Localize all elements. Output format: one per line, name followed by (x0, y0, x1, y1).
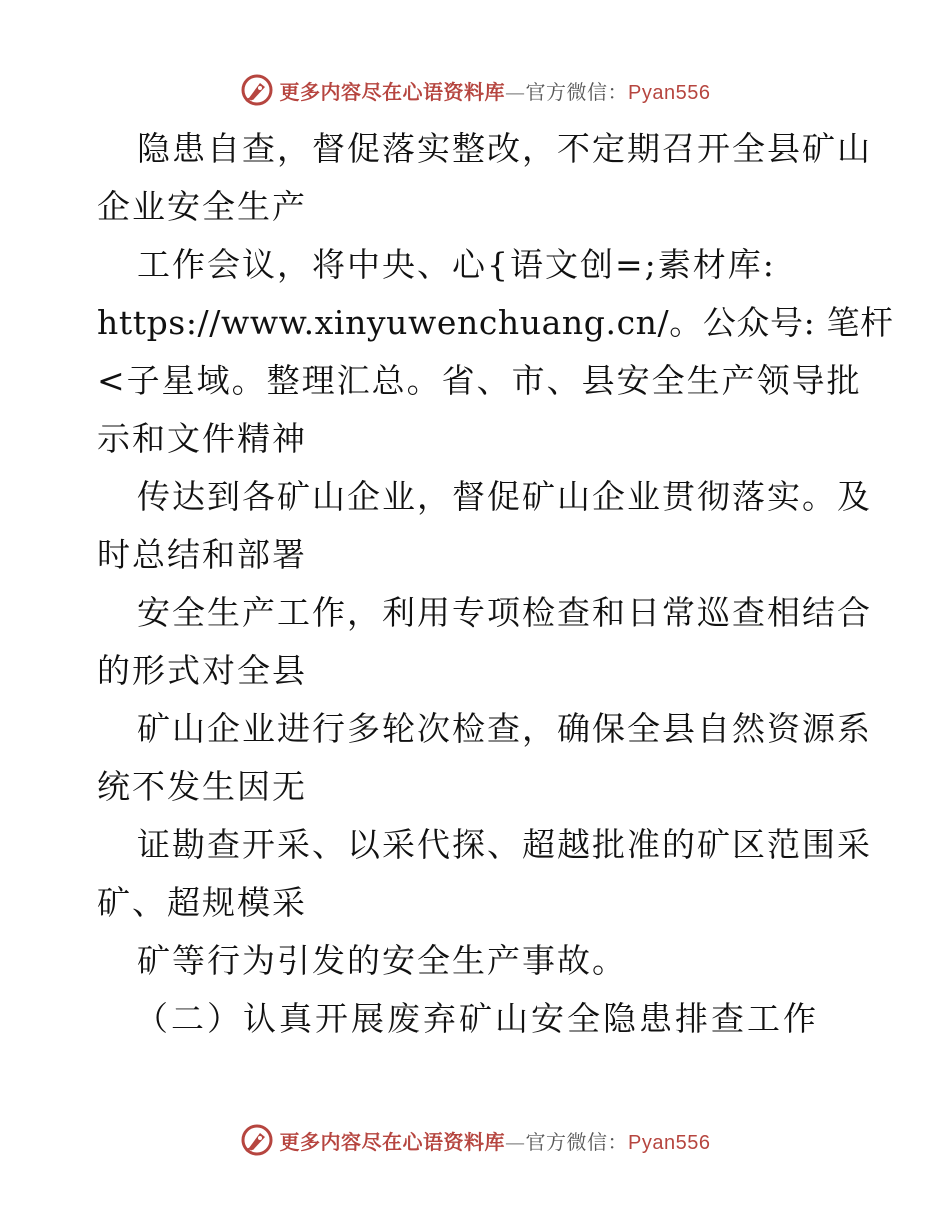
section-heading: （二）认真开展废弃矿山安全隐患排查工作 (135, 999, 819, 1038)
watermark-official-label: 官方微信： (525, 1129, 629, 1154)
body-text (97, 120, 894, 1048)
body-line: 矿、超规模采 (97, 883, 307, 922)
watermark-brand: 更多内容尽在心语资料库 (279, 79, 506, 104)
watermark-official-label: 官方微信： (525, 79, 629, 104)
body-line: 的形式对全县 (97, 651, 307, 690)
body-line: 矿山企业进行多轮次检查，确保全县自然资源系 (137, 709, 872, 748)
watermark-dash: — (505, 79, 526, 104)
body-line: 传达到各矿山企业，督促矿山企业贯彻落实。及 (137, 477, 872, 516)
footer-watermark (0, 1120, 950, 1160)
pen-nib-logo-icon (240, 1123, 274, 1157)
body-line: 隐患自查，督促落实整改，不定期召开全县矿山 (137, 129, 872, 168)
body-line: 时总结和部署 (97, 535, 307, 574)
body-line: 工作会议，将中央、心{语文创=;素材库: (137, 245, 776, 284)
watermark-brand: 更多内容尽在心语资料库 (279, 1129, 506, 1154)
watermark-account: Pyan556 (628, 81, 711, 104)
body-line: 统不发生因无 (97, 767, 307, 806)
body-line: <子星域。整理汇总。省、市、县安全生产领导批 (97, 361, 862, 400)
body-line: 安全生产工作，利用专项检查和日常巡查相结合 (137, 593, 872, 632)
body-line: 证勘查开采、以采代探、超越批准的矿区范围采 (137, 825, 872, 864)
body-line: 矿等行为引发的安全生产事故。 (137, 941, 627, 980)
header-watermark (0, 70, 950, 110)
watermark-account: Pyan556 (628, 1131, 711, 1154)
body-line: 示和文件精神 (97, 419, 307, 458)
body-line: 企业安全生产 (97, 187, 307, 226)
watermark-dash: — (505, 1129, 526, 1154)
body-line: https://www.xinyuwenchuang.cn/。公众号: 笔杆 (97, 303, 894, 342)
pen-nib-logo-icon (240, 73, 274, 107)
